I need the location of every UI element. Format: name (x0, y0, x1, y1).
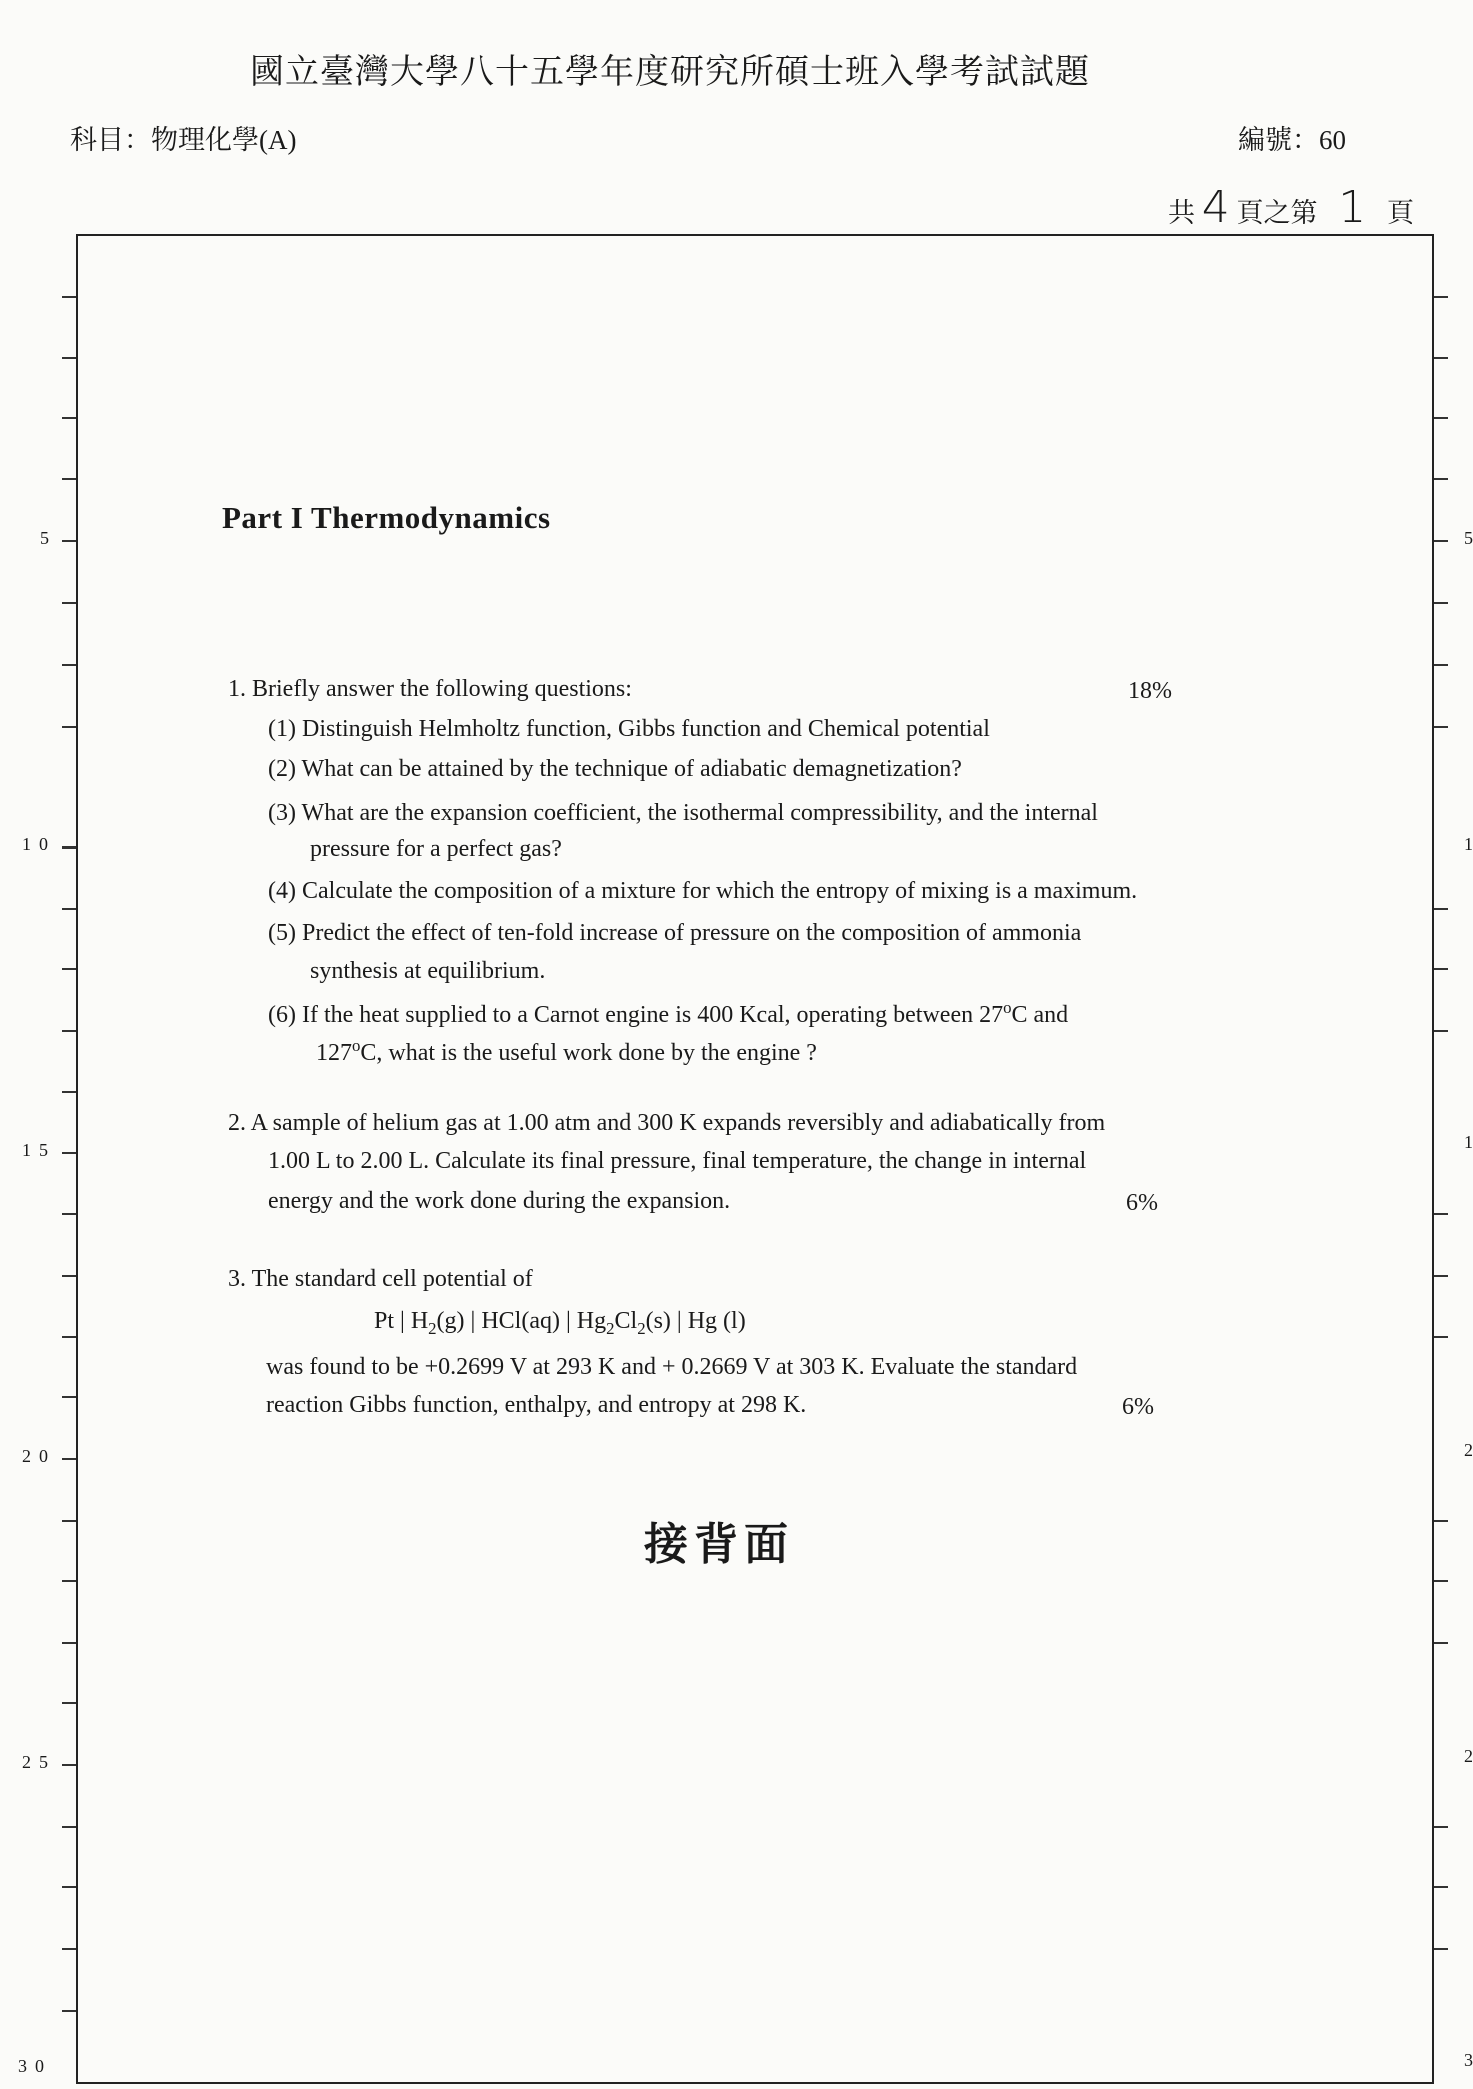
margin-tick (62, 846, 76, 848)
question-1-item-continued: synthesis at equilibrium. (310, 958, 546, 984)
question-1-item-6-rest: C, what is the useful work done by the engine ? (360, 1040, 817, 1066)
question-3-line: was found to be +0.2699 V at 293 K and + 0.2669 V at 303 K. Evaluate the standard (266, 1354, 1078, 1380)
right-line-number: 1 (1464, 834, 1473, 854)
question-1-item: (1) Distinguish Helmholtz function, Gibbs function and Chemical potential (268, 716, 990, 742)
temperature-value: 127 (316, 1040, 352, 1066)
margin-tick (62, 1580, 76, 1582)
margin-tick (62, 1030, 76, 1032)
exam-code: 編號：60 (1238, 125, 1346, 155)
margin-tick (62, 540, 76, 542)
margin-tick (62, 908, 76, 910)
cell-part: (g) | HCl(aq) | Hg (436, 1308, 607, 1334)
line-number: 25 (22, 1752, 56, 1772)
margin-tick (62, 1458, 76, 1460)
margin-tick (62, 1948, 76, 1950)
subject-label: 科目：物理化學(A) (70, 125, 297, 155)
cell-notation (374, 1308, 746, 1339)
question-3-line: 3. The standard cell potential of (228, 1266, 533, 1292)
page-indicator (1168, 182, 1414, 233)
cell-part: Cl (614, 1308, 638, 1334)
cell-part: (s) | Hg (l) (645, 1308, 746, 1334)
cell-subscript: 2 (606, 1318, 615, 1338)
page-current: 1 (1338, 182, 1367, 233)
question-1-item: (2) What can be attained by the technique of adiabatic demagnetization? (268, 756, 962, 782)
margin-tick (62, 664, 76, 666)
margin-tick (1434, 1826, 1448, 1828)
question-1-lead: 1. Briefly answer the following questions: (228, 676, 632, 702)
margin-tick (62, 726, 76, 728)
question-1-item-6-text: (6) If the heat supplied to a Carnot engine is 400 Kcal, operating between 27 (268, 1002, 1004, 1028)
margin-tick (1434, 602, 1448, 604)
margin-tick (62, 1336, 76, 1338)
margin-tick (62, 1275, 76, 1277)
margin-tick (62, 357, 76, 359)
margin-tick (62, 1091, 76, 1093)
margin-tick (1434, 664, 1448, 666)
page-total: 4 (1201, 182, 1230, 233)
margin-tick (62, 296, 76, 298)
margin-tick (62, 1702, 76, 1704)
question-2-percent: 6% (1126, 1190, 1158, 1216)
margin-tick (1434, 478, 1448, 480)
margin-tick (1434, 1520, 1448, 1522)
continue-on-back: 接背面 (644, 1520, 794, 1569)
question-3-percent: 6% (1122, 1394, 1154, 1420)
right-line-number: 2 (1464, 1440, 1473, 1460)
margin-tick (62, 1642, 76, 1644)
margin-tick (62, 478, 76, 480)
cell-subscript: 2 (637, 1318, 646, 1338)
line-number: 15 (22, 1140, 56, 1160)
right-line-number: 5 (1464, 528, 1473, 548)
line-number: 20 (22, 1446, 56, 1466)
exam-title: 國立臺灣大學八十五學年度研究所碩士班入學考試試題 (250, 54, 1090, 91)
question-2-line: energy and the work done during the expansion. (268, 1188, 731, 1214)
margin-tick (62, 1520, 76, 1522)
margin-tick (62, 1213, 76, 1215)
margin-tick (1434, 417, 1448, 419)
question-1-percent: 18% (1128, 678, 1172, 704)
question-1-item-6 (268, 998, 1068, 1029)
margin-tick (62, 1886, 76, 1888)
part-heading: Part I Thermodynamics (222, 500, 551, 535)
margin-tick (1434, 968, 1448, 970)
margin-tick (1434, 726, 1448, 728)
question-2-line: 2. A sample of helium gas at 1.00 atm and 300 K expands reversibly and adiabatically from (228, 1110, 1106, 1136)
margin-tick (1434, 1886, 1448, 1888)
line-number: 10 (22, 834, 56, 854)
question-1-item: (5) Predict the effect of ten-fold increase of pressure on the composition of ammonia (268, 920, 1082, 946)
margin-tick (62, 1396, 76, 1398)
margin-tick (1434, 1275, 1448, 1277)
page-suffix: 頁 (1387, 198, 1414, 228)
right-line-number: 2 (1464, 1746, 1473, 1766)
question-2-line: 1.00 L to 2.00 L. Calculate its final pressure, final temperature, the change in internal (268, 1148, 1087, 1174)
margin-tick (1434, 1948, 1448, 1950)
margin-tick (1434, 1030, 1448, 1032)
margin-tick (1434, 540, 1448, 542)
question-1-item: (3) What are the expansion coefficient, the isothermal compressibility, and the internal (268, 800, 1098, 826)
page-middle: 頁之第 (1236, 198, 1318, 228)
cell-part: Pt | H (374, 1308, 429, 1334)
degree-symbol: o (1003, 998, 1012, 1017)
margin-tick (62, 1152, 76, 1154)
question-3-line: reaction Gibbs function, enthalpy, and entropy at 298 K. (266, 1392, 807, 1418)
right-line-number: 1 (1464, 1132, 1473, 1152)
question-1-item-6-continued (316, 1036, 817, 1067)
margin-tick (1434, 296, 1448, 298)
margin-tick (62, 602, 76, 604)
margin-tick (1434, 1580, 1448, 1582)
cell-subscript: 2 (428, 1318, 437, 1338)
line-number: 5 (40, 528, 57, 548)
margin-tick (1434, 1642, 1448, 1644)
line-number: 30 (18, 2056, 52, 2076)
right-line-number: 3 (1464, 2050, 1473, 2070)
question-1-item-continued: pressure for a perfect gas? (310, 836, 562, 862)
margin-tick (1434, 1336, 1448, 1338)
margin-tick (62, 1826, 76, 1828)
margin-tick (1434, 908, 1448, 910)
margin-tick (1434, 1213, 1448, 1215)
page-prefix: 共 (1168, 198, 1195, 228)
question-1-item: (4) Calculate the composition of a mixture for which the entropy of mixing is a maximum. (268, 878, 1138, 904)
margin-tick (62, 1764, 76, 1766)
margin-tick (62, 417, 76, 419)
margin-tick (62, 968, 76, 970)
margin-tick (1434, 357, 1448, 359)
question-1-item-6-unit: C and (1011, 1002, 1069, 1028)
degree-symbol: o (352, 1036, 361, 1055)
margin-tick (62, 2010, 76, 2012)
